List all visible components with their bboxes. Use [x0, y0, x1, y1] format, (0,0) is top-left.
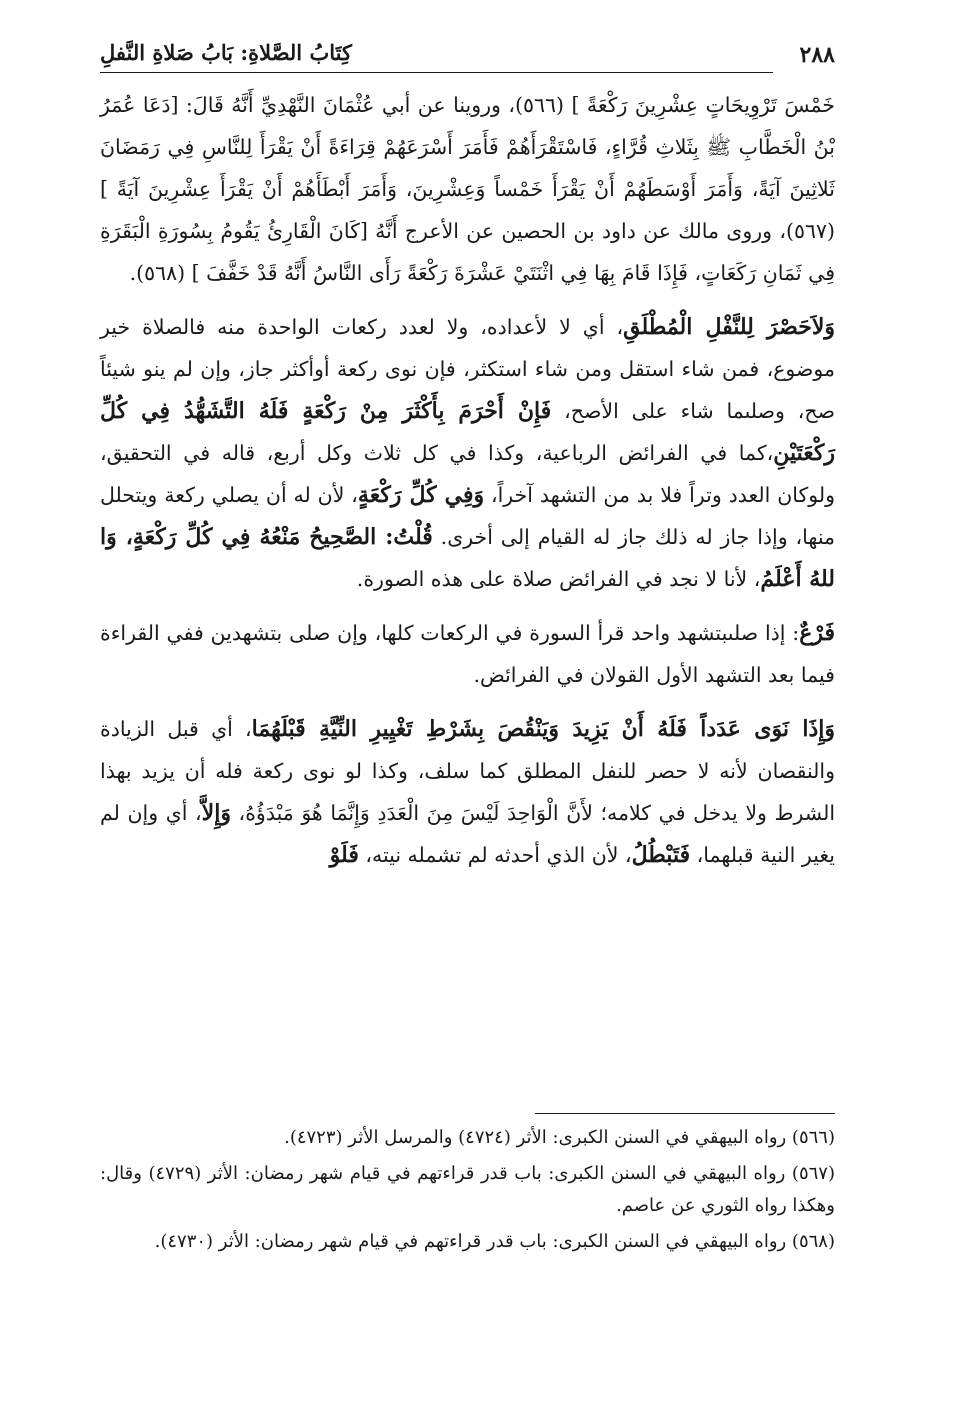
body-text: ، أي وإن لم يغير النية قبلهما،	[100, 801, 835, 867]
matn-text: فَتَبْطُلُ	[631, 842, 691, 868]
footnote-567	[100, 1158, 835, 1222]
book-page	[100, 40, 835, 1380]
body-text: ، لأن له أن يصلي ركعة ويتحلل منها، وإذا جاز له ذلك جاز له القيام إلى أخرى.	[100, 483, 836, 549]
body-text: ، أي لا لأعداده، ولا لعدد ركعات الواحدة منه فالصلاة خير موضوع، فمن شاء استقل ومن شاء استكثر، فإن نوى ركعة أوأكثر جاز، وإن لم ينو شيئاً صح، وصلىما شاء على الأصح،	[100, 315, 835, 423]
body-text: ، وروى مالك عن داود بن الحصين عن الأعرج أَنَّهُ	[367, 219, 786, 243]
main-text	[100, 84, 835, 876]
matn-text: وَإِذَا نَوَى عَدَداً فَلَهُ أَنْ يَزِيدَ وَيَنْقُصَ بِشَرْطِ تَغْيِيرِ النِّيَّةِ قَبْلَهُمَا	[251, 716, 835, 742]
quoted-text: [كَانَ الْقَارِئُ يَقُومُ بِسُورَةِ الْبَقَرَةِ فِي ثَمَانِ رَكَعَاتٍ، فَإِذَا قَامَ بِهَا فِي اثْنَتَيْ عَشْرَةَ رَكْعَةً رَأَى النَّاسُ أَنَّهُ قَدْ خَفَّفَ ] (٥٦٨).	[100, 219, 835, 285]
footnote-566	[100, 1122, 835, 1154]
body-text: ، لأنا لا نجد في الفرائض صلاة على هذه الصورة.	[356, 567, 761, 591]
footnote-text: (٥٦٨) رواه البيهقي في السنن الكبرى: باب قدر قراءتهم في قيام شهر رمضان: الأثر (٤٧٣٠).	[154, 1231, 835, 1252]
running-title: كِتَابُ الصَّلاةِ: بَابُ صَلاةِ النَّفلِ	[100, 40, 352, 65]
paragraph-2	[100, 306, 835, 600]
footnote-text: (٥٦٧) رواه البيهقي في السنن الكبرى: باب قدر قراءتهم في قيام شهر رمضان: الأثر (٤٧٢٩) وقال: وهكذا رواه الثوري عن عاصم.	[100, 1163, 835, 1216]
body-text: ،كما في الفرائض الرباعية، وكذا في كل ثلاث وكل أربع، قاله في التحقيق، ولوكان العدد وتراً فلا بد من التشهد آخراً،	[100, 441, 836, 507]
paragraph-4	[100, 708, 835, 876]
body-text: ،	[230, 801, 246, 825]
matn-text: وَإِلاَّ	[201, 800, 231, 826]
quoted-text: [دَعَا عُمَرُ بْنُ الْخَطَّابِ ﷺ بِثَلاثِ قُرَّاءٍ، فَاسْتَقْرَأَهُمْ فَأَمَرَ أَسْرَعَهُمْ قِرَاءَةً أَنْ يَقْرَأَ لِلنَّاسِ فِي رَمَضَانَ ثَلاثِينَ آيَةً، وَأَمَرَ أَوْسَطَهُمْ أَنْ يَقْرَأَ خَمْساً وَعِشْرِينَ، وَأَمَرَ أَبْطَأَهُمْ أَنْ يَقْرَأَ عِشْرِينَ آيَةً ] (٥٦٧)	[100, 93, 835, 243]
paragraph-3	[100, 612, 835, 696]
matn-text: فَإِنْ أَحْرَمَ بِأَكْثَرَ مِنْ رَكْعَةٍ فَلَهُ التَّشَهُّدُ فِي كُلِّ رَكْعَتَيْنِ	[100, 398, 835, 466]
paragraph-1	[100, 84, 835, 294]
body-text: : إذا صلىبتشهد واحد قرأ السورة في الركعات كلها، وإن صلى بتشهدين ففي القراءة فيما بعد التشهد الأول القولان في الفرائض.	[100, 621, 835, 687]
footnote-text: (٥٦٦) رواه البيهقي في السنن الكبرى: الأثر (٤٧٢٤) والمرسل الأثر (٤٧٢٣).	[284, 1127, 835, 1148]
matn-text: قُلْتُ: الصَّحِيحُ مَنْعُهُ فِي كُلِّ رَكْعَةٍ، وَا للهُ أَعْلَمُ	[100, 524, 835, 592]
quoted-text: خَمْسَ تَرْوِيحَاتٍ عِشْرِينَ رَكْعَةً ] (٥٦٦)، وروينا عن أبي عُثْمَانَ النَّهْدِيِّ أَنَّهُ قَالَ:	[178, 93, 835, 117]
matn-text: وَلاَحَصْرَ لِلنَّفْلِ الْمُطْلَقِ	[623, 314, 835, 340]
matn-text: فَرْعٌ	[799, 620, 835, 646]
footnote-568	[100, 1226, 835, 1258]
page-header	[100, 40, 835, 84]
matn-text: فَلَوْ	[329, 842, 359, 868]
footnotes	[100, 1113, 835, 1262]
header-rule	[100, 72, 773, 73]
body-text: ، أي قبل الزيادة والنقصان لأنه لا حصر للنفل المطلق كما سلف، وكذا لو نوى ركعة فله أن يزيد بهذا الشرط ولا يدخل في كلامه؛	[100, 717, 836, 825]
footnote-rule	[535, 1113, 835, 1114]
page-number: ٢٨٨	[799, 42, 835, 68]
body-text: ، لأن الذي أحدثه لم تشمله نيته،	[358, 843, 632, 867]
matn-text: وَفِي كُلِّ رَكْعَةٍ	[357, 482, 485, 508]
quoted-text: لأَنَّ الْوَاحِدَ لَيْسَ مِنَ الْعَدَدِ وَإِنَّمَا هُوَ مَبْدَؤُهُ	[245, 801, 593, 825]
